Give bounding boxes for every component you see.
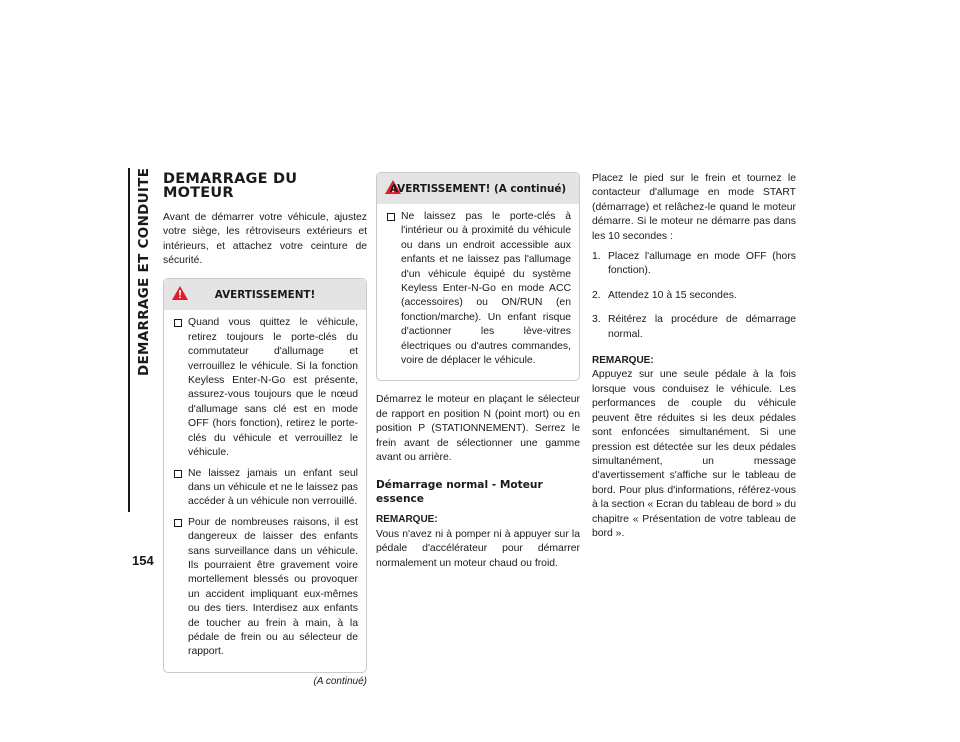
bullet-square-icon (174, 319, 182, 327)
continued-note: (A continué) (313, 675, 367, 687)
warning-title: AVERTISSEMENT! (214, 289, 316, 302)
warning-item (174, 516, 358, 660)
warning-item-text: Pour de nombreuses raisons, il est dangereux de laisser des enfants sans surveillance dans un véhicule. Ils pourraient être gravement voire mortellement blessés ou provoquer un accident impliquant eux-mêmes ou des tiers. Interdisez aux enfants de toucher au frein à main, à la pédale de frein ou au sélecteur de rapport. (188, 516, 358, 658)
warning-header (164, 279, 366, 310)
step-text: Réitérez la procédure de démarrage normal. (608, 314, 796, 340)
warning-box (163, 278, 367, 672)
chapter-side-tab (128, 168, 156, 512)
subheading: Démarrage normal - Moteur essence (376, 478, 543, 505)
steps-list (592, 250, 796, 342)
warning-item (174, 316, 358, 460)
remark-label: REMARQUE: (376, 514, 438, 526)
bullet-square-icon (387, 213, 395, 221)
warning-title: AVERTISSEMENT! (A continué) (389, 183, 567, 195)
bullet-square-icon (174, 470, 182, 478)
bullet-square-icon (174, 519, 182, 527)
warning-item-text: Quand vous quittez le véhicule, retirez toujours le porte-clés du commutateur d'allumage et verrouillez le véhicule. Si la fonction Keyless Enter-N-Go est présente, assurez-vous toujours que le nœud d'allumage sans clé est en mode OFF (hors fonction), retirez le porte-clés du véhicule et verrouillez le véhicule. (188, 317, 358, 459)
column-1 (163, 172, 367, 689)
step-item (592, 313, 796, 342)
warning-list (164, 310, 366, 659)
warning-item (387, 210, 571, 368)
warning-item (174, 467, 358, 510)
remark-label: REMARQUE: (592, 355, 654, 367)
side-tab-rule (128, 168, 130, 512)
column-3 (592, 172, 796, 541)
section-heading: DEMARRAGE DU MOTEUR (163, 171, 298, 202)
start-paragraph: Démarrez le moteur en plaçant le sélecteur de rapport en position N (point mort) ou en position P (STATIONNEMENT). Serrez le frein avant de sélectionner une gamme avant ou arrière. (376, 394, 580, 464)
step-item (592, 250, 796, 279)
remark-text: Vous n'avez ni à pomper ni à appuyer sur la pédale d'accélérateur pour démarrer normalement un moteur chaud ou froid. (376, 528, 580, 569)
column-2 (376, 172, 580, 571)
step-text: Placez l'allumage en mode OFF (hors fonction). (608, 251, 796, 277)
step-number: 1. (592, 251, 601, 263)
step-number: 2. (592, 289, 601, 301)
remark-text: Appuyez sur une seule pédale à la fois lorsque vous conduisez le véhicule. Les performances de couple du véhicule peuvent être réduites si les deux pédales sont enfoncées simultanément. Si une pression est détectée sur les deux pédales simultanément, un message d'avertissement s'affiche sur le tableau de bord. Pour plus d'informations, référez-vous à la section « Ecran du tableau de bord » du chapitre « Présentation de votre tableau de bord ». (592, 369, 796, 539)
chapter-title: DEMARRAGE ET CONDUITE (136, 168, 152, 377)
warning-list (377, 204, 579, 368)
step-number: 3. (592, 314, 601, 326)
warning-header (377, 173, 579, 204)
intro-paragraph: Placez le pied sur le frein et tournez le contacteur d'allumage en mode START (démarrage) et relâchez-le quand le moteur démarre. Si le moteur ne démarre pas dans les 10 secondes : (592, 173, 796, 242)
intro-paragraph: Avant de démarrer votre véhicule, ajustez votre siège, les rétroviseurs extérieurs et intérieurs, et attachez votre ceinture de sécurité. (163, 211, 367, 267)
page-number: 154 (132, 553, 154, 568)
step-item (592, 289, 796, 303)
warning-box-continued (376, 172, 580, 381)
warning-item-text: Ne laissez pas le porte-clés à l'intérieur ou à proximité du véhicule ou dans un endroit accessible aux enfants et ne laissez pas l'allumage d'un véhicule équipé du système Keyless Enter-N-Go en mode ACC (accessoires) ou ON/RUN (en fonction/marche). Un enfant risque d'actionner les lève-vitres électriques ou d'autres commandes, voire de déplacer le véhicule. (401, 211, 571, 367)
warning-item-text: Ne laissez jamais un enfant seul dans un véhicule et ne le laissez pas accéder à un véhicule non verrouillé. (188, 467, 358, 508)
step-text: Attendez 10 à 15 secondes. (608, 289, 737, 301)
